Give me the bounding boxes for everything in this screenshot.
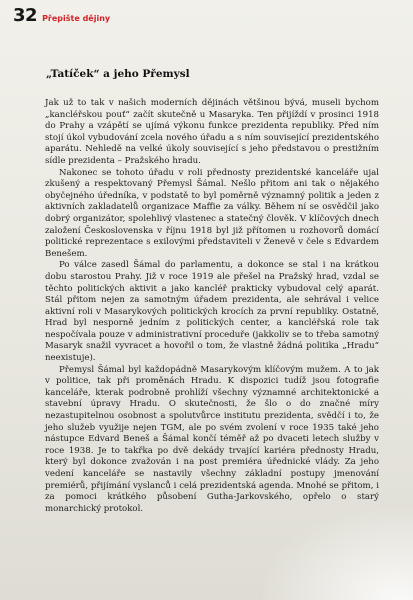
page-header xyxy=(13,7,110,25)
chapter-title: „Tatíček“ a jeho Přemysl xyxy=(46,68,190,80)
paragraph: Nakonec se tohoto úřadu v roli přednosty prezidentské kanceláře ujal zkušený a respektovaný Přemysl Šámal. Nešlo přitom ani tak o nějakého obyčejného úředníka, v podstatě to byl poměrně významný politik a jeden z aktivních zakladatelů organizace Maffie za války. Během ní se osvědčil jako dobrý organizátor, spolehlivý vlastenec a statečný člověk. V klíčových dnech založení Československa v říjnu 1918 byl již přítomen u rozhovorů domácí politické reprezentace s exilovými představiteli v Ženevě v čele s Edvardem Benešem. xyxy=(45,167,379,259)
section-title: Přepište dějiny xyxy=(42,14,111,23)
glare-overlay xyxy=(263,510,413,600)
page-number: 32 xyxy=(13,5,38,26)
paragraph: Přemysl Šámal byl každopádně Masarykovým klíčovým mužem. A to jak v politice, tak při proměnách Hradu. K dispozici tudíž jsou fotografie kanceláře, kterak podrobně prohlíží všechny významné architektonické a stavební úpravy Hradu. O skutečnosti, že šlo o do značné míry nezastupitelnou osobnost a spolutvůrce institutu prezidenta, svědčí i to, že jeho služeb využije nejen TGM, ale po svém zvolení v roce 1935 také jeho nástupce Edvard Beneš a Šámal končí téměř až po dvaceti letech služby v roce 1938. Je to takřka po dvě dekády trvající kariéra přednosty Hradu, který byl dokonce zvažován i na post premiéra úřednické vlády. Za jeho vedení kanceláře se nastavily všechny základní postupy jmenování premiérů, přijímání vyslanců i celá prezidentská agenda. Mnohé se přitom, i za pomoci krátkého působení Gutha-Jarkovského, opřelo o starý monarchický protokol. xyxy=(45,364,379,514)
body-text xyxy=(45,98,379,515)
paragraph: Po válce zasedl Šámal do parlamentu, a dokonce se stal i na krátkou dobu starostou Prahy. Již v roce 1919 ale přešel na Pražský hrad, vzdal se těchto politických aktivit a jako kancléř prakticky vybudoval celý aparát. Stál přitom nejen za samotným úřadem prezidenta, ale sehrával i velice aktivní roli v Masarykových politických krocích za první republiky. Ostatně, Hrad byl nesporně jedním z politických center, a kancléřská role tak nespočívala pouze v administrativní proceduře (jakkoliv se to třeba samotný Masaryk snažil vyvracet a hovořil o tom, že vlastně žádná politika „Hradu“ neexistuje). xyxy=(45,260,379,364)
paragraph: Jak už to tak v našich moderních dějinách většinou bývá, museli bychom „kancléřskou pouť“ začít skutečně u Masaryka. Ten přijíždí v prosinci 1918 do Prahy a vzápětí se ujímá výkonu funkce prezidenta republiky. Před ním stojí úkol vybudování zcela nového úřadu a s ním související prezidentského aparátu. Nehledě na velké úkoly související s jeho představou o prestižním sídle prezidenta – Pražského hradu. xyxy=(45,98,379,166)
